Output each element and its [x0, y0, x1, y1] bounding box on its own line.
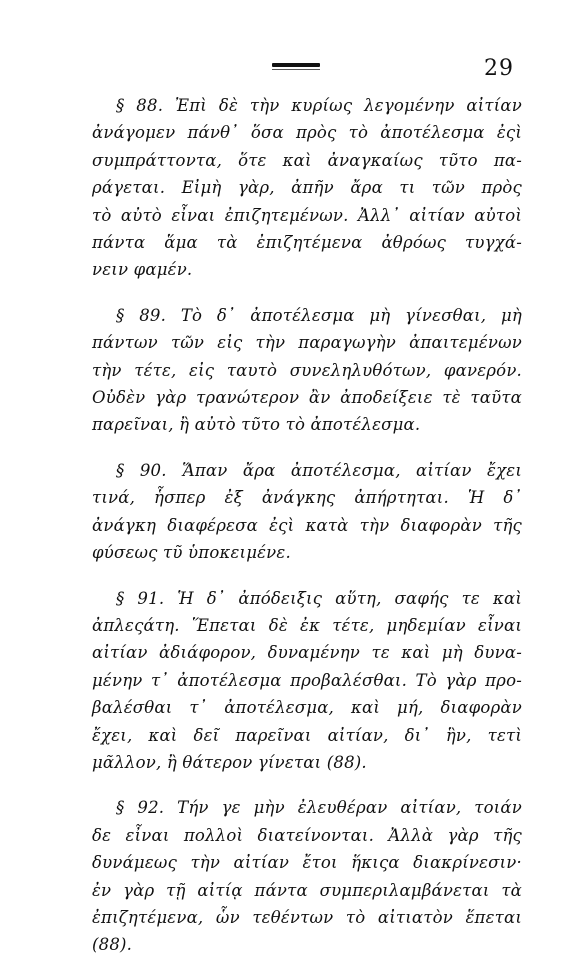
text-line: φύσεως τῦ ὑποκειμένε.	[92, 543, 291, 563]
text-line: συμπράττοντα, ὅτε καὶ ἀναγκαίως τῦτο πα-	[92, 150, 522, 170]
text-line: § 92. Τήν γε μὴν ἐλευθέραν αἰτίαν, τοιάν	[116, 798, 522, 818]
paragraph-90	[92, 457, 522, 567]
paragraph-92	[92, 794, 522, 958]
text-line: πάντων τῶν εἰς τὴν παραγωγὴν ἀπαιτεμένων	[92, 333, 522, 353]
text-line: τὴν τέτε, εἰς ταυτὸ συνεληλυθότων, φανερόν.	[92, 360, 522, 380]
text-line: αἰτίαν ἀδιάφορον, δυναμένην τε καὶ μὴ δυνα-	[92, 643, 522, 663]
header-ornament-rule	[272, 63, 320, 67]
text-line: πάντα ἅμα τὰ ἐπιζητέμενα ἀθρόως τυγχά-	[92, 233, 522, 253]
text-line: δε εἶναι πολλοὶ διατείνονται. Ἀλλὰ γὰρ τῆς	[92, 825, 522, 845]
text-line: Οὐδὲν γὰρ τρανώτερον ἂν ἀποδείξειε τὲ ταῦτα	[92, 388, 522, 408]
text-line: δυνάμεως τὴν αἰτίαν ἔτοι ἥκιςα διακρίνεσιν·	[92, 853, 522, 873]
text-line: ράγεται. Εἰμὴ γὰρ, ἀπῆν ἄρα τι τῶν πρὸς	[92, 178, 522, 198]
text-line: μένην τ᾽ ἀποτέλεσμα προβαλέσθαι. Τὸ γὰρ προ-	[92, 670, 522, 690]
paragraph-89	[92, 302, 522, 439]
page-number: 29	[484, 56, 514, 81]
text-line: § 91. Ἡ δ᾽ ἀπόδειξις αὕτη, σαφής τε καὶ	[116, 588, 522, 608]
text-line: ἀνάγομεν πάνθ᾽ ὅσα πρὸς τὸ ἀποτέλεσμα ἐςὶ	[92, 123, 522, 143]
paragraph-88	[92, 92, 522, 284]
text-line: ἐν γὰρ τῇ αἰτίᾳ πάντα συμπεριλαμβάνεται τὰ	[92, 880, 522, 900]
text-line: βαλέσθαι τ᾽ ἀποτέλεσμα, καὶ μή, διαφορὰν	[92, 698, 522, 718]
text-line: τὸ αὐτὸ εἶναι ἐπιζητεμένων. Ἀλλ᾽ αἰτίαν αὐτοὶ	[92, 205, 522, 225]
header-ornament-thin-rule	[272, 69, 320, 70]
text-line: ἔχει, καὶ δεῖ παρεῖναι αἰτίαν, δι᾽ ἣν, τετὶ	[92, 725, 522, 745]
text-line: παρεῖναι, ἢ αὐτὸ τῦτο τὸ ἀποτέλεσμα.	[92, 415, 421, 435]
text-line: ἐπιζητέμενα, ὧν τεθέντων τὸ αἰτιατὸν ἕπεται	[92, 907, 522, 927]
text-line: § 90. Ἅπαν ἄρα ἀποτέλεσμα, αἰτίαν ἔχει	[116, 460, 522, 480]
text-line: § 88. Ἐπὶ δὲ τὴν κυρίως λεγομένην αἰτίαν	[116, 96, 522, 115]
text-line: ἀνάγκη διαφέρεσα ἐςὶ κατὰ τὴν διαφορὰν τῆς	[92, 515, 522, 535]
text-line: νειν φαμέν.	[92, 260, 193, 280]
body-text	[92, 92, 522, 977]
text-line: § 89. Τὸ δ᾽ ἀποτέλεσμα μὴ γίνεσθαι, μὴ	[116, 305, 522, 325]
text-line: μᾶλλον, ἢ θάτερον γίνεται (88).	[92, 752, 367, 772]
text-line: (88).	[92, 935, 133, 955]
paragraph-91	[92, 585, 522, 777]
text-line: τινά, ἧσπερ ἐξ ἀνάγκης ἀπήρτηται. Ἡ δ᾽	[92, 488, 522, 508]
text-line: ἀπλεςάτη. Ἕπεται δὲ ἐκ τέτε, μηδεμίαν εἶναι	[92, 615, 522, 635]
